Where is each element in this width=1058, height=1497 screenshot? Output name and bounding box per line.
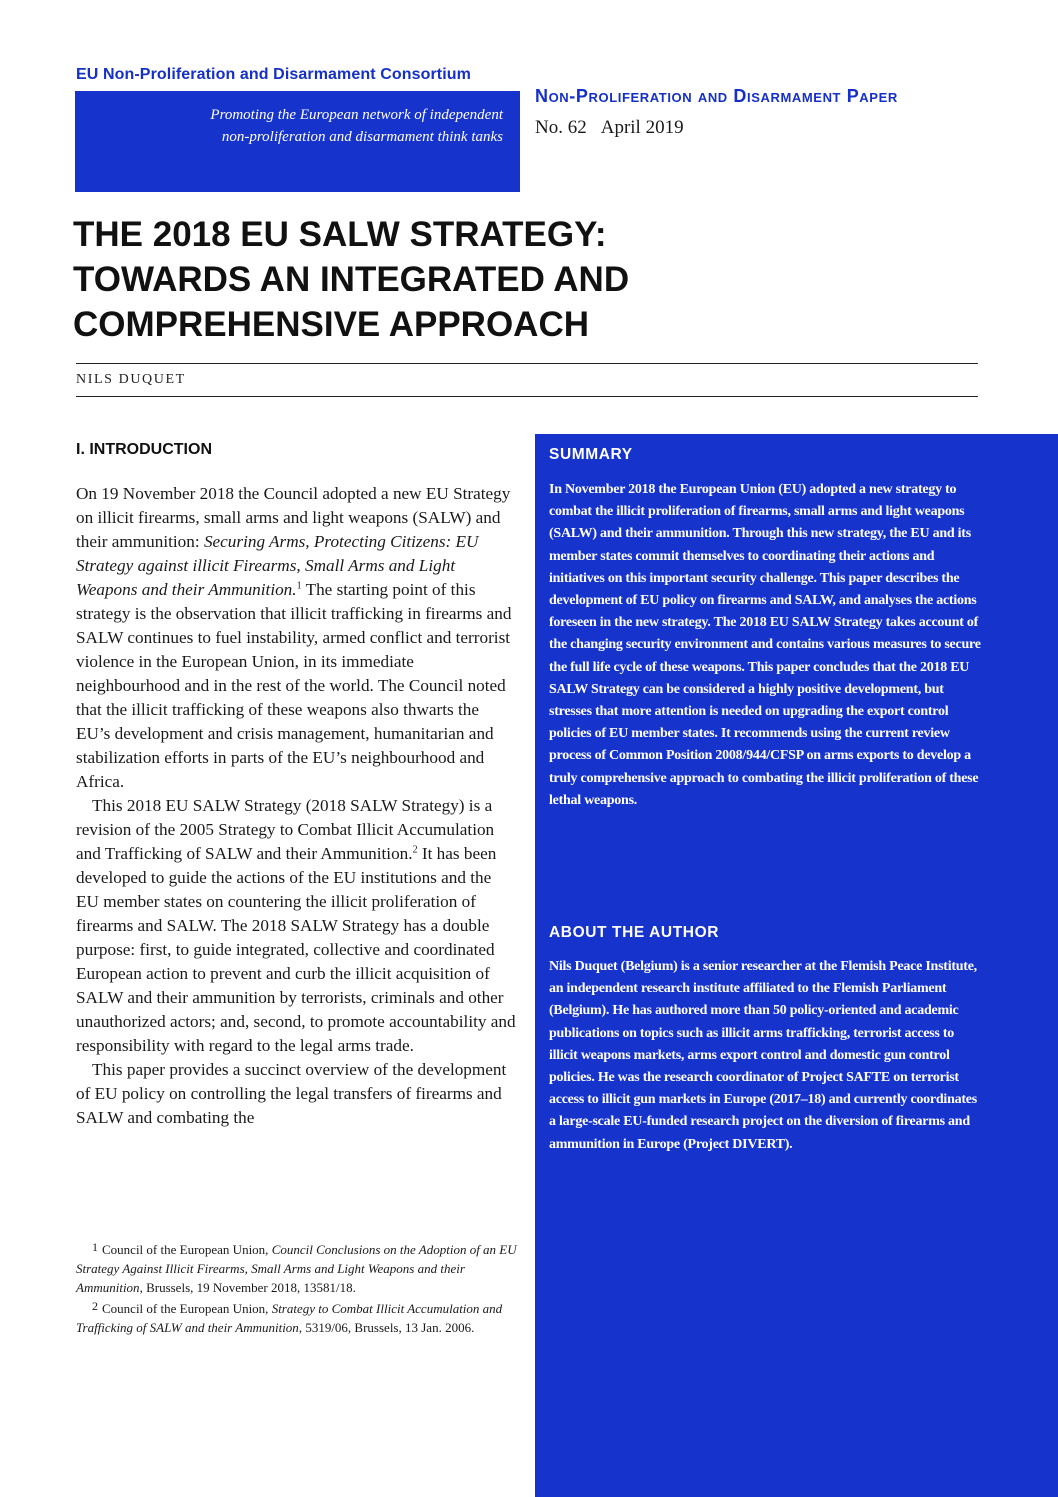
paragraph-2-text-a: This 2018 EU SALW Strategy (2018 SALW Strategy) is a revision of the 2005 Strategy to Combat Illicit Accumulation and Trafficking of SALW and their Ammunition. (76, 796, 495, 863)
series-title: Non-Proliferation and Disarmament Paper (535, 86, 898, 106)
section-heading-introduction: I. INTRODUCTION (76, 441, 212, 458)
summary-sidebar (535, 434, 1058, 1497)
about-author-text: Nils Duquet (Belgium) is a senior researcher at the Flemish Peace Institute, an independent research institute affiliated to the Flemish Parliament (Belgium). He has authored more than 50 policy-oriented and academic publications on topics such as illicit arms trafficking, terrorist access to illicit weapons markets, arms export control and domestic gun control policies. He was the research coordinator of Project SAFTE on terrorist access to illicit gun markets in Europe (2017–18) and currently coordinates a large-scale EU-funded research project on the diversion of firearms and ammunition in Europe (Project DIVERT). (549, 959, 977, 1152)
footnotes (76, 1238, 520, 1337)
footnote-number: 2 (92, 1299, 98, 1313)
summary-heading: SUMMARY (549, 446, 633, 463)
issue-date: April 2019 (600, 117, 684, 138)
paragraph-1 (76, 482, 516, 794)
footnote-title: Strategy to Combat Illicit Accumulation and Trafficking of SALW and their Ammunition (76, 1301, 503, 1335)
title-line-1: THE 2018 EU SALW STRATEGY: (73, 215, 607, 254)
summary-text: In November 2018 the European Union (EU) adopted a new strategy to combat the illicit proliferation of firearms, small arms and light weapons (SALW) and their ammunition. Through this new strategy, the EU and its member states commit themselves to coordinating their actions and initiatives on this important security challenge. This paper describes the development of EU policy on firearms and SALW, and analyses the actions foreseen in the new strategy. The 2018 EU SALW Strategy takes account of the changing security environment and contains various measures to secure the full life cycle of these weapons. This paper concludes that the 2018 EU SALW Strategy can be considered a highly positive development, but stresses that more attention is needed on upgrading the export control policies of EU member states. It recommends using the current review process of Common Position 2008/944/CFSP on arms exports to develop a truly comprehensive approach to combating the illicit proliferation of these lethal weapons. (549, 482, 981, 808)
title-line-3: COMPREHENSIVE APPROACH (73, 305, 589, 344)
author-name: NILS DUQUET (76, 372, 186, 387)
footnote-text: , 5319/06, Brussels, 13 Jan. 2006. (298, 1320, 475, 1335)
consortium-name: EU Non-Proliferation and Disarmament Consortium (76, 66, 471, 83)
title-line-2: TOWARDS AN INTEGRATED AND (73, 260, 630, 299)
paragraph-2-text-b: It has been developed to guide the actions of the EU institutions and the EU member states on countering the illicit proliferation of firearms and SALW. The 2018 SALW Strategy has a double purpose: first, to guide integrated, collective and coordinated European action to prevent and curb the illicit acquisition of SALW and their ammunition by terrorists, criminals and other unauthorized actors; and, second, to promote accountability and responsibility with regard to the legal arms trade. (76, 844, 516, 1055)
footnote-number: 1 (92, 1240, 98, 1254)
tagline-line-2: non-proliferation and disarmament think tanks (221, 129, 503, 145)
footnote-1 (76, 1238, 520, 1297)
issue-number: No. 62 (535, 117, 587, 138)
paragraph-3: This paper provides a succinct overview of the development of EU policy on controlling the legal transfers of firearms and SALW and combating the (76, 1060, 507, 1127)
footnote-text: , Brussels, 19 November 2018, 13581/18. (139, 1280, 356, 1295)
tagline-banner (75, 91, 520, 192)
paragraph-1-text-a: On 19 November 2018 the Council adopted a new EU Strategy on illicit firearms, small arms and light weapons (SALW) and their ammunition: (76, 484, 511, 551)
issue-info (535, 117, 684, 139)
paragraph-2 (76, 794, 516, 1058)
paper-title (73, 212, 973, 347)
tagline (83, 104, 503, 148)
introduction-body (76, 482, 516, 1130)
paragraph-1-text-b: The starting point of this strategy is the observation that illicit trafficking in firearms and SALW continues to fuel instability, armed conflict and terrorist violence in the European Union, in its immediate neighbourhood and in the rest of the world. The Council noted that the illicit trafficking of these weapons also thwarts the EU’s development and crisis management, humanitarian and stabilization efforts in parts of the EU’s neighbourhood and Africa. (76, 580, 512, 791)
divider-bottom (76, 396, 978, 397)
strategy-title: Securing Arms, Protecting Citizens: EU Strategy against illicit Firearms, Small Arms and Light Weapons and their Ammunition. (76, 532, 479, 599)
footnote-text: Council of the European Union, (102, 1301, 272, 1316)
footnote-title: Council Conclusions on the Adoption of an EU Strategy Against Illicit Firearms, Small Arms and Light Weapons and their Ammunition (76, 1242, 517, 1295)
tagline-line-1: Promoting the European network of independent (210, 107, 503, 123)
footnote-ref-2[interactable]: 2 (412, 844, 418, 856)
footnote-ref-1[interactable]: 1 (296, 580, 302, 592)
about-author-heading: ABOUT THE AUTHOR (549, 924, 720, 941)
footnote-text: Council of the European Union, (102, 1242, 272, 1257)
footnote-2 (76, 1297, 520, 1337)
divider-top (76, 363, 978, 364)
